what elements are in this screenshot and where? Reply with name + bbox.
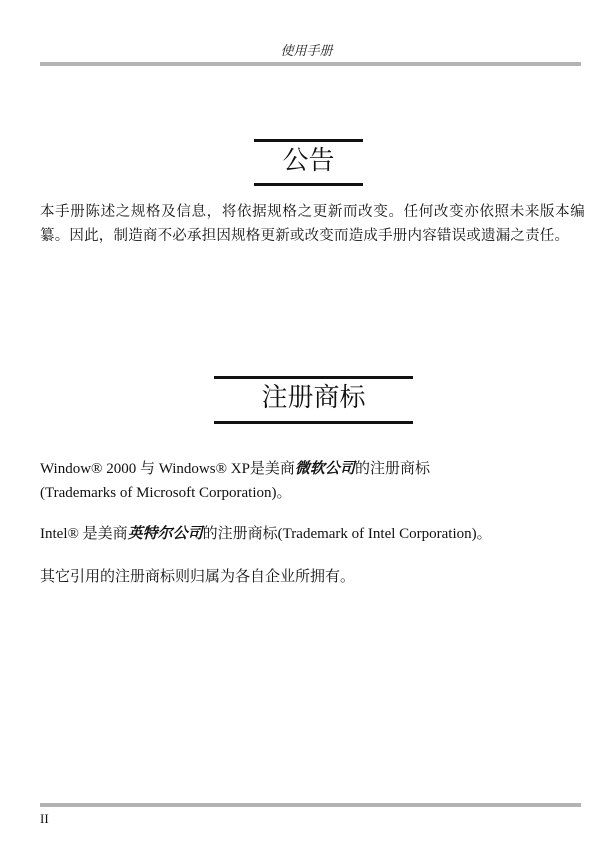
running-header-title: 使用手册 [280, 44, 333, 59]
header-divider [40, 62, 581, 66]
footer-divider [40, 803, 581, 807]
windows-trademark-english: (Trademarks of Microsoft Corporation)。 [40, 485, 292, 501]
notice-heading: 公告 [254, 139, 363, 186]
page-number: II [40, 811, 49, 826]
intel-trademark-paragraph [40, 522, 585, 546]
intel-brand-name: 英特尔公司 [127, 526, 203, 542]
windows-trademark-paragraph [40, 457, 585, 505]
microsoft-brand-name: 微软公司 [294, 461, 355, 477]
intel-trademark-prefix: Intel® 是美商 [40, 526, 128, 542]
windows-trademark-prefix: Window® 2000 与 Windows® XP是美商 [40, 461, 295, 477]
trademark-heading: 注册商标 [214, 376, 413, 424]
windows-trademark-suffix: 的注册商标 [354, 461, 430, 477]
notice-body: 本手册陈述之规格及信息，将依据规格之更新而改变。任何改变亦依照未来版本编纂。因此，制造商不必承担因规格更新或改变而造成手册内容错误或遗漏之责任。 [40, 204, 585, 244]
intel-trademark-suffix: 的注册商标(Trademark of Intel Corporation)。 [202, 526, 492, 542]
other-trademarks-paragraph: 其它引用的注册商标则归属为各自企业所拥有。 [40, 569, 356, 585]
